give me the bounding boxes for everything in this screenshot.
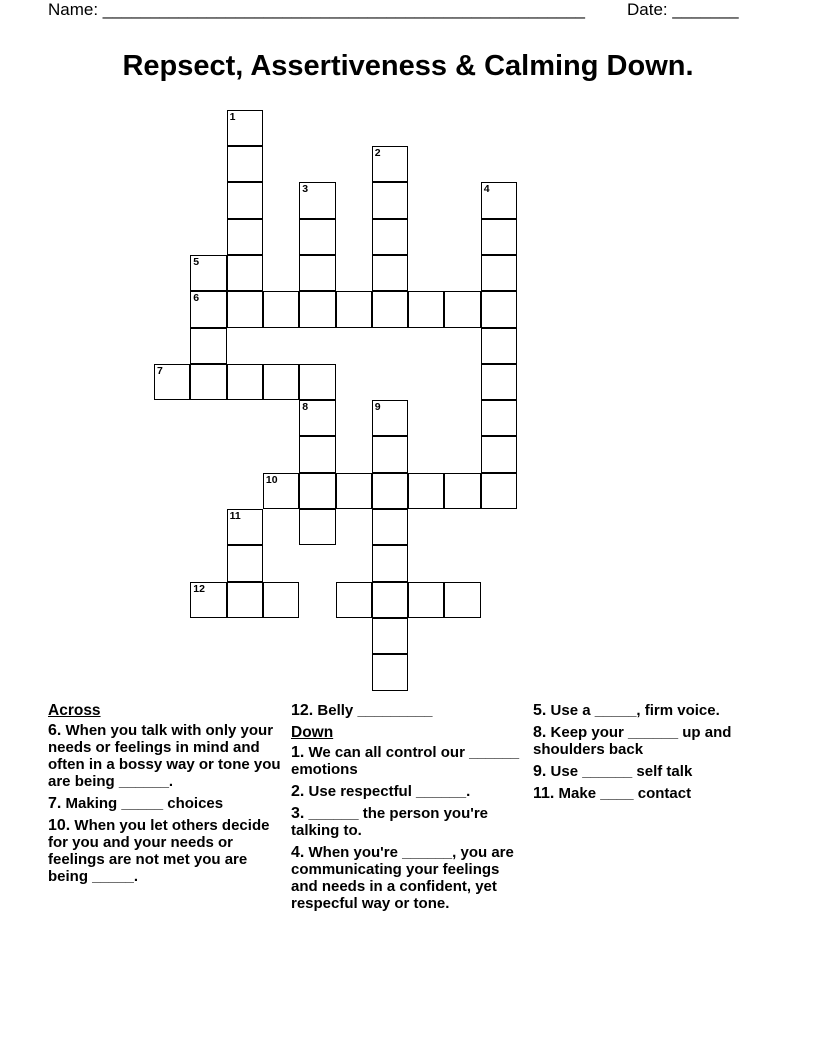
crossword-cell[interactable] [299, 436, 335, 472]
crossword-cell[interactable] [372, 473, 408, 509]
crossword-cell[interactable] [372, 436, 408, 472]
crossword-cell[interactable] [227, 219, 263, 255]
cell-number: 10 [265, 473, 278, 486]
crossword-cell[interactable] [372, 618, 408, 654]
crossword-cell[interactable] [190, 364, 226, 400]
crossword-cell[interactable] [227, 509, 263, 545]
clues-column-3 [533, 702, 769, 807]
cell-number: 5 [193, 255, 200, 268]
crossword-cell[interactable] [372, 146, 408, 182]
crossword-cell[interactable] [190, 582, 226, 618]
clues-column-1 [48, 702, 284, 890]
crossword-cell[interactable] [227, 545, 263, 581]
crossword-cell[interactable] [481, 291, 517, 327]
crossword-cell[interactable] [299, 182, 335, 218]
clue-text: Belly _________ [317, 702, 433, 719]
cell-number: 9 [374, 401, 381, 414]
clue-down-1 [291, 744, 527, 778]
clue-number: 11. [533, 785, 555, 802]
crossword-cell[interactable] [372, 654, 408, 690]
clue-across-6 [48, 722, 284, 790]
clue-text: Use a _____, firm voice. [550, 702, 720, 719]
crossword-cell[interactable] [481, 364, 517, 400]
clue-down-9 [533, 763, 769, 780]
clue-number: 7. [48, 795, 62, 812]
crossword-cell[interactable] [263, 473, 299, 509]
crossword-cell[interactable] [299, 473, 335, 509]
crossword-cell[interactable] [227, 364, 263, 400]
crossword-cell[interactable] [336, 582, 372, 618]
cell-number: 11 [229, 510, 241, 522]
clue-number: 5. [533, 702, 547, 719]
date-field[interactable]: Date: _______ [627, 0, 739, 19]
crossword-cell[interactable] [481, 255, 517, 291]
clue-number: 9. [533, 763, 547, 780]
down-heading: Down [291, 724, 334, 741]
clue-number: 3. [291, 805, 305, 822]
clue-text: We can all control our ______ emotions [291, 744, 520, 778]
crossword-cell[interactable] [372, 400, 408, 436]
cell-number: 12 [193, 582, 205, 595]
clue-text: Use ______ self talk [550, 763, 693, 780]
clue-text: When you're ______, you are communicating your feelings and needs in a confident, yet respecful way or tone. [291, 844, 514, 912]
clue-down-5 [533, 702, 769, 719]
crossword-cell[interactable] [444, 582, 480, 618]
clue-across-12 [291, 702, 527, 719]
cell-number: 1 [229, 110, 236, 123]
cell-number: 3 [302, 183, 309, 196]
clue-text: Make ____ contact [558, 785, 692, 802]
clue-number: 10. [48, 817, 71, 834]
name-field[interactable]: Name: ___________________________________________________ [48, 0, 585, 19]
clue-text: Use respectful ______. [308, 783, 471, 800]
crossword-cell[interactable] [408, 291, 444, 327]
crossword-cell[interactable] [190, 291, 226, 327]
clue-down-3 [291, 805, 527, 839]
clue-down-8 [533, 724, 769, 758]
clue-down-4 [291, 844, 527, 912]
clue-down-11 [533, 785, 769, 802]
clue-number: 6. [48, 722, 62, 739]
crossword-cell[interactable] [227, 146, 263, 182]
crossword-cell[interactable] [481, 182, 517, 218]
crossword-cell[interactable] [227, 255, 263, 291]
crossword-cell[interactable] [190, 255, 226, 291]
page-title: Repsect, Assertiveness & Calming Down. [122, 50, 694, 82]
crossword-cell[interactable] [336, 291, 372, 327]
crossword-cell[interactable] [227, 582, 263, 618]
crossword-cell[interactable] [299, 364, 335, 400]
crossword-cell[interactable] [372, 219, 408, 255]
crossword-cell[interactable] [263, 291, 299, 327]
crossword-cell[interactable] [481, 436, 517, 472]
crossword-cell[interactable] [481, 328, 517, 364]
crossword-cell[interactable] [299, 255, 335, 291]
crossword-cell[interactable] [154, 364, 190, 400]
crossword-cell[interactable] [372, 255, 408, 291]
clue-down-2 [291, 783, 527, 800]
clue-across-10 [48, 817, 284, 885]
crossword-cell[interactable] [481, 219, 517, 255]
crossword-cell[interactable] [227, 110, 263, 146]
cell-number: 4 [483, 183, 490, 196]
cell-number: 7 [157, 364, 163, 377]
crossword-cell[interactable] [190, 328, 226, 364]
crossword-cell[interactable] [481, 473, 517, 509]
clue-text: Making _____ choices [65, 795, 224, 812]
clue-text: When you talk with only your needs or feelings in mind and often in a bossy way or tone you are being ______. [48, 722, 281, 790]
crossword-cell[interactable] [481, 400, 517, 436]
crossword-cell[interactable] [299, 400, 335, 436]
clue-number: 2. [291, 783, 305, 800]
crossword-cell[interactable] [372, 582, 408, 618]
clue-number: 8. [533, 724, 547, 741]
crossword-cell[interactable] [263, 582, 299, 618]
clues-column-2 [291, 702, 527, 917]
crossword-cell[interactable] [372, 182, 408, 218]
clue-across-7 [48, 795, 284, 812]
clue-number: 1. [291, 744, 305, 761]
crossword-cell[interactable] [227, 291, 263, 327]
clue-text: ______ the person you're talking to. [291, 805, 488, 839]
crossword-cell[interactable] [263, 364, 299, 400]
crossword-cell[interactable] [372, 291, 408, 327]
clue-text: When you let others decide for you and your needs or feelings are not met you are being _____. [48, 817, 270, 885]
crossword-cell[interactable] [444, 473, 480, 509]
crossword-cell[interactable] [408, 582, 444, 618]
crossword-cell[interactable] [444, 291, 480, 327]
clue-number: 12. [291, 702, 314, 719]
crossword-cell[interactable] [299, 219, 335, 255]
clue-number: 4. [291, 844, 305, 861]
cell-number: 6 [193, 292, 200, 305]
crossword-cell[interactable] [336, 473, 372, 509]
clue-text: Keep your ______ up and shoulders back [533, 724, 732, 758]
cell-number: 8 [302, 401, 309, 414]
crossword-cell[interactable] [299, 509, 335, 545]
crossword-cell[interactable] [372, 509, 408, 545]
crossword-cell[interactable] [227, 182, 263, 218]
crossword-cell[interactable] [408, 473, 444, 509]
across-heading: Across [48, 702, 101, 719]
crossword-cell[interactable] [372, 545, 408, 581]
cell-number: 2 [374, 147, 381, 159]
crossword-cell[interactable] [299, 291, 335, 327]
